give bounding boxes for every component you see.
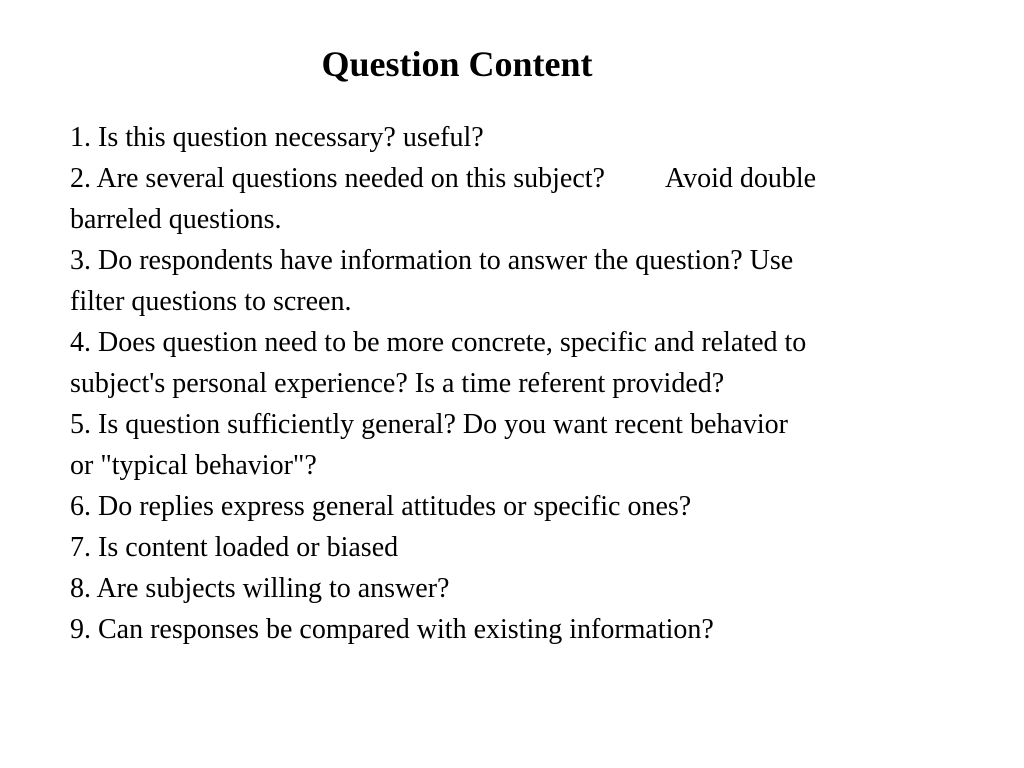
list-item <box>70 158 990 240</box>
item-line: or "typical behavior"? <box>70 450 317 481</box>
item-line: barreled questions. <box>70 204 282 235</box>
item-line: 9. Can responses be compared with existing information? <box>70 614 714 645</box>
item-line: 7. Is content loaded or biased <box>70 532 399 563</box>
slide-title: Question Content <box>321 44 593 84</box>
item-line: 8. Are subjects willing to answer? <box>70 573 450 604</box>
item-line: 6. Do replies express general attitudes or specific ones? <box>70 491 692 522</box>
list-item <box>70 486 990 527</box>
item-line: 4. Does question need to be more concrete, specific and related to <box>70 327 807 358</box>
item-line: 3. Do respondents have information to answer the question? Use <box>70 245 794 276</box>
list-item <box>70 609 990 650</box>
item-line: filter questions to screen. <box>70 286 352 317</box>
item-line: subject's personal experience? Is a time referent provided? <box>70 368 725 399</box>
list-item <box>70 322 990 404</box>
item-line: 1. Is this question necessary? useful? <box>70 122 484 153</box>
list-item <box>70 240 990 322</box>
item-aside: Avoid double <box>664 163 817 194</box>
item-text: 2. Are several questions needed on this subject? <box>70 163 605 194</box>
item-line <box>70 158 990 199</box>
question-checklist <box>70 117 990 650</box>
list-item <box>70 527 990 568</box>
list-item <box>70 117 990 158</box>
list-item <box>70 404 990 486</box>
item-line: 5. Is question sufficiently general? Do you want recent behavior <box>70 409 788 440</box>
list-item <box>70 568 990 609</box>
